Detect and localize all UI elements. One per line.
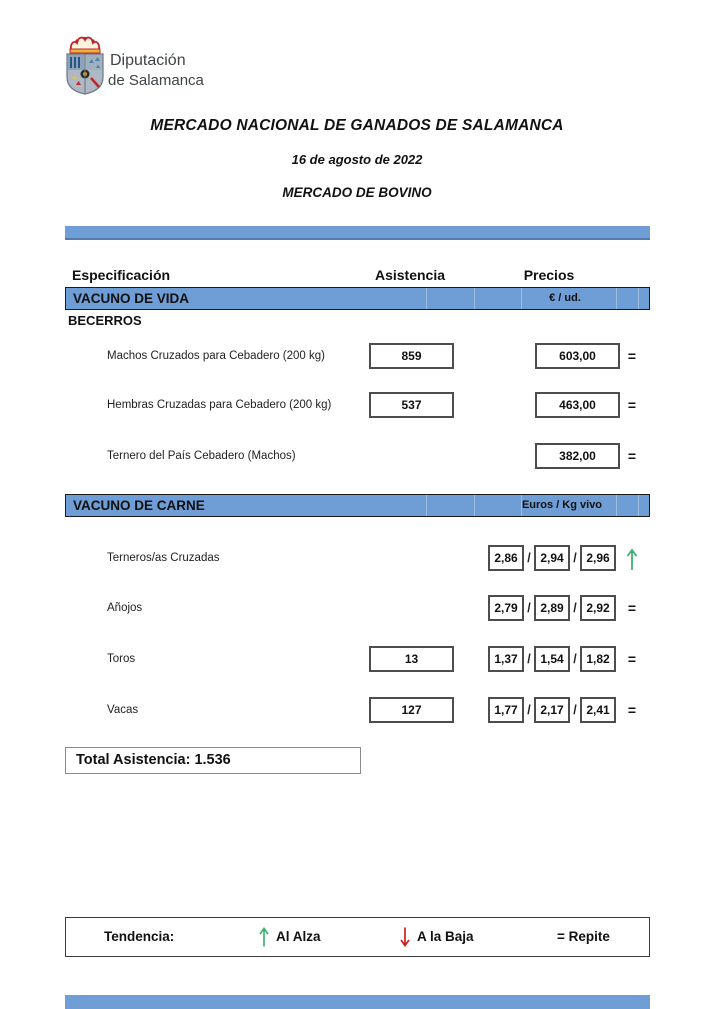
total-asistencia-box: Total Asistencia: 1.536 bbox=[65, 747, 361, 774]
section-title-vida: VACUNO DE VIDA bbox=[73, 291, 190, 306]
price-value-box: 382,00 bbox=[535, 443, 620, 469]
row-label: Toros bbox=[107, 653, 136, 665]
footer-rule-bar bbox=[65, 995, 650, 1009]
asistencia-value-box: 13 bbox=[369, 646, 454, 672]
price-separator: / bbox=[527, 652, 531, 666]
price-value-box: 2,17 bbox=[534, 697, 570, 723]
org-name-line2: de Salamanca bbox=[108, 72, 204, 89]
price-separator: / bbox=[573, 703, 577, 717]
tendencia-legend-box bbox=[65, 917, 650, 957]
price-value-box: 2,41 bbox=[580, 697, 616, 723]
price-separator: / bbox=[527, 601, 531, 615]
section-unit-vida: € / ud. bbox=[549, 292, 581, 304]
trend-repite-symbol: = bbox=[627, 702, 637, 718]
row-label: Ternero del País Cebadero (Machos) bbox=[107, 450, 296, 462]
price-value-box: 2,79 bbox=[488, 595, 524, 621]
asistencia-value-box: 127 bbox=[369, 697, 454, 723]
price-value-box: 1,77 bbox=[488, 697, 524, 723]
legend-title: Tendencia: bbox=[104, 929, 175, 944]
section-unit-carne: Euros / Kg vivo bbox=[521, 499, 603, 511]
org-name-line1: Diputación bbox=[110, 52, 186, 69]
asistencia-value-box: 859 bbox=[369, 343, 454, 369]
price-value-box: 463,00 bbox=[535, 392, 620, 418]
legend-repeat-label: = Repite bbox=[557, 929, 610, 944]
price-separator: / bbox=[573, 601, 577, 615]
price-value-box: 603,00 bbox=[535, 343, 620, 369]
price-separator: / bbox=[573, 551, 577, 565]
price-separator: / bbox=[527, 551, 531, 565]
diputacion-crest-icon bbox=[65, 35, 105, 95]
price-value-box: 2,92 bbox=[580, 595, 616, 621]
legend-down-label: A la Baja bbox=[417, 929, 474, 944]
price-value-box: 2,94 bbox=[534, 545, 570, 571]
section-bar-vacuno-de-carne bbox=[65, 494, 650, 517]
document-subtitle: MERCADO DE BOVINO bbox=[282, 185, 432, 200]
trend-repite-symbol: = bbox=[627, 348, 637, 364]
trend-repite-symbol: = bbox=[627, 448, 637, 464]
document-date: 16 de agosto de 2022 bbox=[291, 152, 423, 167]
price-value-box: 2,89 bbox=[534, 595, 570, 621]
row-label: Vacas bbox=[107, 704, 139, 716]
arrow-down-icon bbox=[399, 926, 411, 953]
price-value-box: 2,96 bbox=[580, 545, 616, 571]
table-row bbox=[65, 392, 650, 418]
trend-repite-symbol: = bbox=[627, 397, 637, 413]
table-row bbox=[65, 545, 650, 571]
column-header-asistencia: Asistencia bbox=[374, 267, 446, 283]
arrow-up-icon bbox=[258, 926, 270, 953]
column-header-especificacion: Especificación bbox=[72, 267, 171, 283]
section-title-carne: VACUNO DE CARNE bbox=[73, 498, 205, 513]
price-value-box: 1,37 bbox=[488, 646, 524, 672]
table-row bbox=[65, 595, 650, 621]
price-separator: / bbox=[527, 703, 531, 717]
section-bar-vacuno-de-vida bbox=[65, 287, 650, 310]
trend-repite-symbol: = bbox=[627, 651, 637, 667]
header-rule-bar bbox=[65, 226, 650, 240]
row-label: Machos Cruzados para Cebadero (200 kg) bbox=[107, 350, 325, 362]
trend-up-icon bbox=[620, 545, 644, 572]
price-value-box: 1,54 bbox=[534, 646, 570, 672]
price-value-box: 1,82 bbox=[580, 646, 616, 672]
asistencia-value-box: 537 bbox=[369, 392, 454, 418]
table-row bbox=[65, 343, 650, 369]
price-separator: / bbox=[573, 652, 577, 666]
trend-repite-symbol: = bbox=[627, 600, 637, 616]
row-label: Hembras Cruzadas para Cebadero (200 kg) bbox=[107, 399, 332, 411]
price-value-box: 2,86 bbox=[488, 545, 524, 571]
row-label: Añojos bbox=[107, 602, 143, 614]
table-row bbox=[65, 443, 650, 469]
row-label: Terneros/as Cruzadas bbox=[107, 552, 220, 564]
group-header-becerros: BECERROS bbox=[68, 313, 142, 328]
table-row bbox=[65, 697, 650, 723]
table-row bbox=[65, 646, 650, 672]
document-title: MERCADO NACIONAL DE GANADOS DE SALAMANCA bbox=[150, 117, 564, 134]
column-header-precios: Precios bbox=[523, 267, 575, 283]
legend-up-label: Al Alza bbox=[276, 929, 321, 944]
